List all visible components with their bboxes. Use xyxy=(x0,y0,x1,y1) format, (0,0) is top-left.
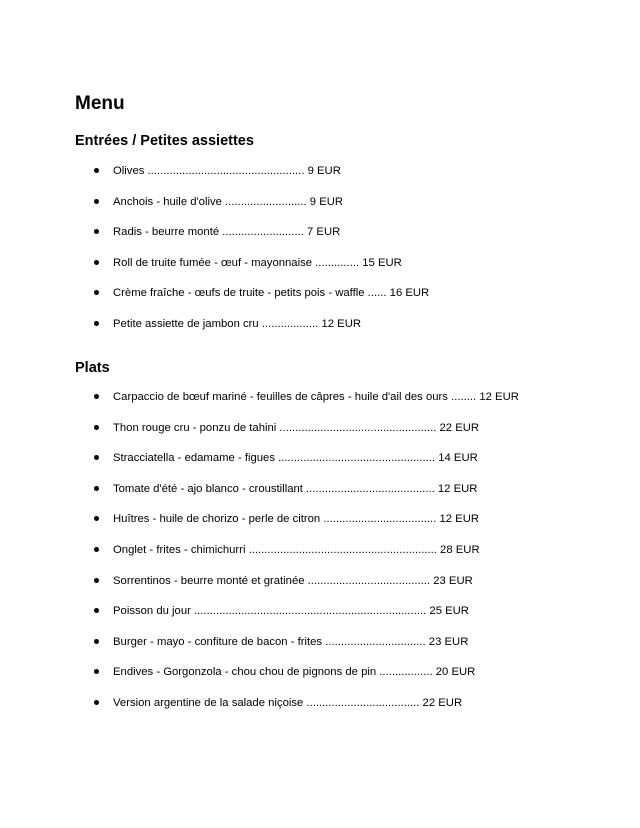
bullet-icon xyxy=(94,425,99,430)
list-item xyxy=(0,512,519,543)
menu-item-text: Onglet - frites - chimichurri ............................................................ 28 EUR xyxy=(113,543,480,556)
menu-item-text: Version argentine de la salade niçoise .................................... 22 EUR xyxy=(113,696,463,709)
menu-item-text: Radis - beurre monté .......................... 7 EUR xyxy=(113,226,341,239)
section-heading-entrees: Entrées / Petites assiettes xyxy=(75,133,254,149)
bullet-icon xyxy=(94,290,99,295)
menu-item-text: Olives .................................................. 9 EUR xyxy=(113,165,341,177)
menu-item-text: Poisson du jour .......................................................................... 25 EUR xyxy=(113,605,469,618)
list-item xyxy=(0,195,429,226)
list-item xyxy=(0,317,429,348)
bullet-icon xyxy=(94,260,99,265)
list-item xyxy=(0,604,519,635)
bullet-icon xyxy=(94,168,99,173)
menu-item-text: Carpaccio de bœuf mariné - feuilles de câpres - huile d'ail des ours ........ 12 EUR xyxy=(113,391,519,403)
section-heading-plats: Plats xyxy=(75,360,110,376)
menu-item-text: Petite assiette de jambon cru .................. 12 EUR xyxy=(113,317,362,330)
list-item xyxy=(0,421,519,452)
menu-item-text: Burger - mayo - confiture de bacon - frites ................................ 23 EUR xyxy=(113,635,469,648)
menu-item-text: Stracciatella - edamame - figues .................................................. 14 EUR xyxy=(113,452,478,465)
bullet-icon xyxy=(94,608,99,613)
list-item xyxy=(0,574,519,605)
bullet-icon xyxy=(94,578,99,583)
bullet-icon xyxy=(94,229,99,234)
bullet-icon xyxy=(94,486,99,491)
list-item xyxy=(0,482,519,513)
menu-item-text: Tomate d'été - ajo blanco - croustillant ......................................... 12 EUR xyxy=(113,482,478,495)
menu-item-text: Sorrentinos - beurre monté et gratinée ....................................... 23 EUR xyxy=(113,574,473,587)
bullet-icon xyxy=(94,321,99,326)
bullet-icon xyxy=(94,455,99,460)
list-item xyxy=(0,390,519,421)
list-item xyxy=(0,665,519,696)
menu-item-text: Endives - Gorgonzola - chou chou de pignons de pin ................. 20 EUR xyxy=(113,666,476,679)
bullet-icon xyxy=(94,394,99,399)
bullet-icon xyxy=(94,547,99,552)
bullet-icon xyxy=(94,700,99,705)
list-item xyxy=(0,451,519,482)
page-title: Menu xyxy=(75,93,125,114)
list-item xyxy=(0,225,429,256)
menu-item-text: Anchois - huile d'olive .......................... 9 EUR xyxy=(113,195,344,208)
list-item xyxy=(0,256,429,287)
bullet-icon xyxy=(94,639,99,644)
list-item xyxy=(0,696,519,727)
entrees-list xyxy=(0,164,429,348)
list-item xyxy=(0,286,429,317)
list-item xyxy=(0,635,519,666)
list-item xyxy=(0,543,519,574)
bullet-icon xyxy=(94,516,99,521)
menu-item-text: Thon rouge cru - ponzu de tahini .................................................. 22 EUR xyxy=(113,421,480,434)
list-item xyxy=(0,164,429,195)
menu-item-text: Huîtres - huile de chorizo - perle de citron .................................... 12 EUR xyxy=(113,513,480,526)
menu-item-text: Crème fraîche - œufs de truite - petits pois - waffle ...... 16 EUR xyxy=(113,287,430,300)
menu-item-text: Roll de truite fumée - œuf - mayonnaise .............. 15 EUR xyxy=(113,256,402,269)
plats-list xyxy=(0,390,519,727)
bullet-icon xyxy=(94,199,99,204)
bullet-icon xyxy=(94,669,99,674)
